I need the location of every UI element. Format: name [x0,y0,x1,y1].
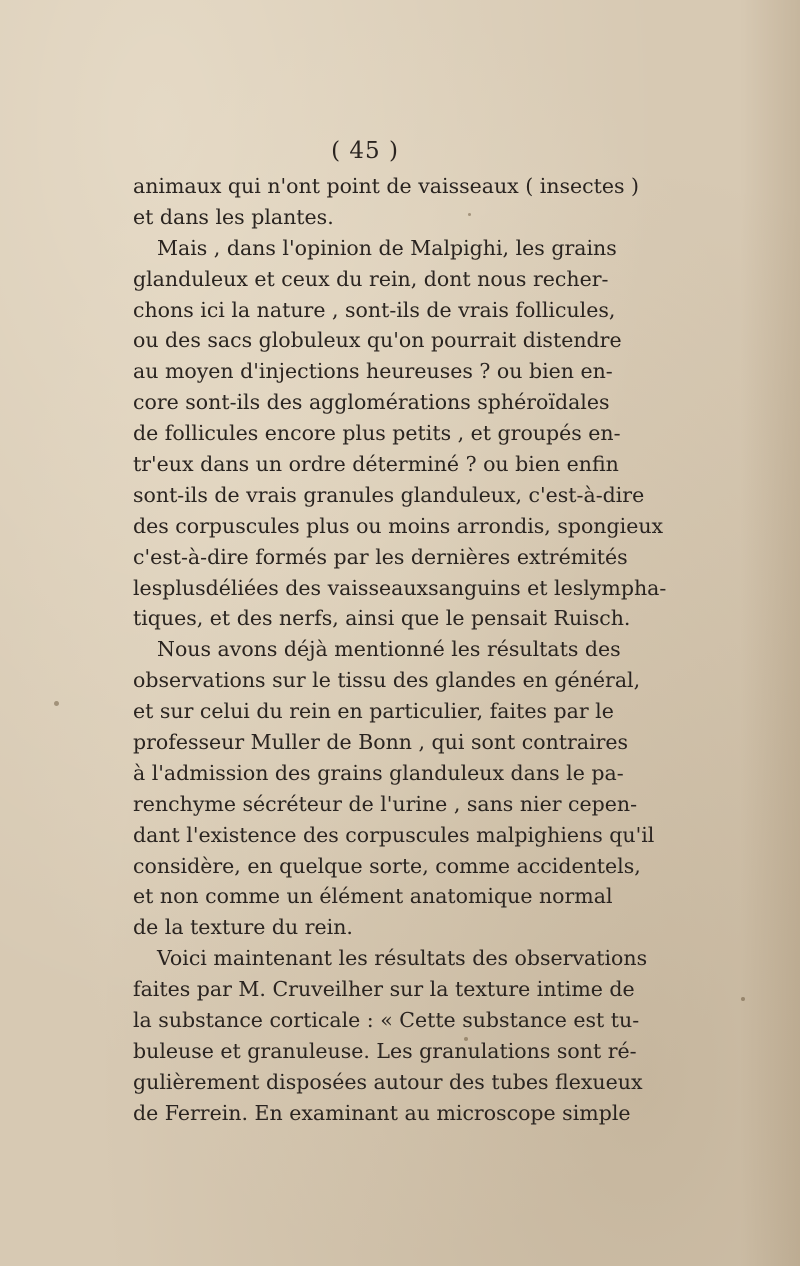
text-line: considère, en quelque sorte, comme accidentels, [133,853,641,878]
text-line: chons ici la nature , sont-ils de vrais follicules, [133,297,616,322]
text-line: de follicules encore plus petits , et groupés en- [133,421,621,446]
text-line: gulièrement disposées autour des tubes flexueux [133,1069,643,1094]
text-line: et sur celui du rein en particulier, faites par le [133,699,614,724]
text-line: c'est-à-dire formés par les dernières extrémités [133,544,628,569]
text-line: dant l'existence des corpuscules malpighiens qu'il [133,822,655,847]
page-edge-shadow [740,0,800,1266]
text-line: Nous avons déjà mentionné les résultats des [157,637,621,662]
text-line: core sont-ils des agglomérations sphéroïdales [133,390,610,415]
paper-spot [741,997,745,1001]
page-number: ( 45 ) [331,138,399,164]
text-line: tiques, et des nerfs, ainsi que le pensait Ruisch. [133,606,631,631]
paper-spot [464,1037,468,1041]
paper-spot [468,213,471,216]
text-line: la substance corticale : « Cette substance est tu- [133,1008,640,1033]
body-text [133,171,667,1129]
text-line: Mais , dans l'opinion de Malpighi, les grains [157,235,617,260]
text-line: animaux qui n'ont point de vaisseaux ( insectes ) [133,174,640,198]
text-line: faites par M. Cruveilher sur la texture intime de [133,977,635,1002]
text-line: et dans les plantes. [133,204,334,229]
text-line: ou des sacs globuleux qu'on pourrait distendre [133,328,622,353]
text-line: lesplusdéliées des vaisseauxsanguins et leslympha- [133,575,667,600]
text-line: glanduleux et ceux du rein, dont nous recher- [133,266,609,291]
text-line: sont-ils de vrais granules glanduleux, c'est-à-dire [133,482,645,507]
text-line: au moyen d'injections heureuses ? ou bien en- [133,359,613,384]
text-line: renchyme sécréteur de l'urine , sans nier cepen- [133,791,638,816]
text-line: des corpuscules plus ou moins arrondis, spongieux [133,513,664,538]
text-line: professeur Muller de Bonn , qui sont contraires [133,730,629,755]
text-line: Voici maintenant les résultats des observations [157,946,648,971]
text-line: à l'admission des grains glanduleux dans le pa- [133,760,624,785]
text-line: buleuse et granuleuse. Les granulations sont ré- [133,1038,637,1063]
text-line: observations sur le tissu des glandes en général, [133,668,641,693]
text-line: de Ferrein. En examinant au microscope simple [133,1100,631,1125]
text-line: tr'eux dans un ordre déterminé ? ou bien enfin [133,452,619,477]
text-line: et non comme un élément anatomique normal [133,884,613,909]
text-line: de la texture du rein. [133,915,353,940]
paper-spot [54,701,59,706]
